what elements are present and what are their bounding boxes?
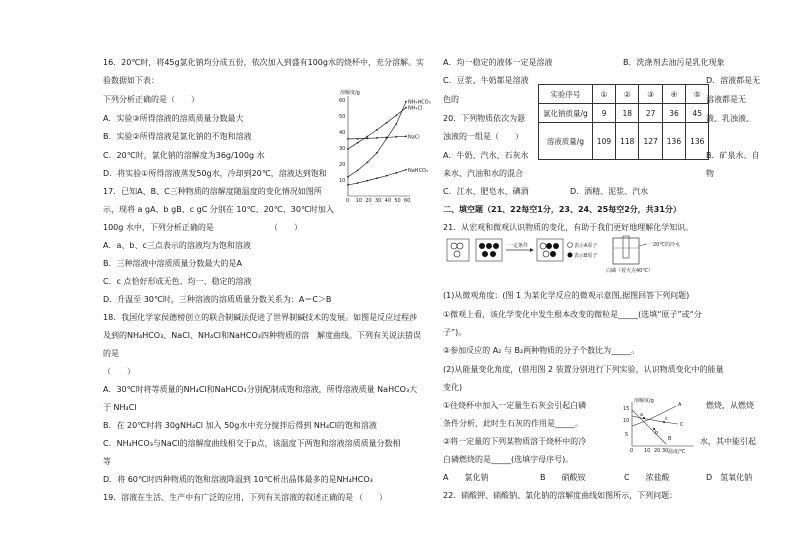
fig3-xtick: 20 — [654, 448, 661, 454]
chart-series-line — [348, 102, 406, 177]
q17-answer-paren: （ ） — [270, 223, 302, 232]
white-phosphorus-label: 白磷（着火点40℃） — [606, 268, 653, 274]
chart-data-point — [386, 175, 388, 177]
q18-option-b: B．在 20℃时将 30gNH₄Cl 加入 50g水中充分搅拌后得到 NH₄Cl的饱和溶液 — [103, 421, 377, 430]
q19-answer-paren: （ ） — [355, 493, 387, 502]
fig3-ylabel: 溶解度/g — [634, 398, 654, 404]
q19-stem: 19．溶液在生活、生产中有广泛的应用，下列有关溶液的叙述正确的是 — [103, 493, 354, 502]
table-row-label: 溶液质量/g — [539, 123, 593, 160]
q16-option-d: D．将实验①所得溶液蒸发50g水，冷却到20℃，溶液达到饱和 — [103, 169, 327, 178]
q16-stem-line2: 验数据如下表： — [103, 76, 159, 85]
curve-label-a: A — [678, 402, 682, 408]
beaker-apparatus — [605, 234, 695, 276]
chart-series-line — [348, 108, 406, 149]
chart-x-tick-label: 20 — [365, 198, 372, 204]
reaction-diagram — [446, 238, 596, 268]
chart-ylabel: 溶解度/g — [340, 90, 360, 96]
cold-water-label: 一20℃的冷水 — [648, 242, 680, 248]
q17-option-b: B．三种溶液中溶质质量分数最大的是A — [103, 259, 242, 268]
fig3-xtick: 30 — [662, 448, 669, 454]
q21-option-d: D 氢氧化钠 — [706, 473, 753, 482]
chart-data-point — [405, 169, 407, 171]
table-cell: 136 — [662, 123, 685, 160]
q18-option-c-line2: 等 — [103, 457, 111, 466]
chart-x-tick-label: 50 — [394, 198, 401, 204]
fig3-xtick: 10 — [644, 448, 651, 454]
chart-y-tick-label: 60 — [339, 98, 346, 104]
table-header-cell: ④ — [662, 85, 685, 104]
q20-option-a-cont: 来水、汽油和水的混合 — [443, 169, 523, 178]
q18-stem-line2: 及到的NH₄HCO₃、NaCl、NH₄Cl和NaHCO₃四种物质的溶 解度曲线。下列有关说法错误 — [103, 331, 422, 340]
chart-data-point — [357, 182, 359, 184]
chart-data-point — [366, 180, 368, 182]
q20-option-c: C．江水、肥皂水、碘酒 — [443, 187, 529, 196]
table-header-cell: ① — [592, 85, 615, 104]
table-header-cell: ② — [616, 85, 639, 104]
q21-option-b: B 硝酸铵 — [540, 473, 586, 482]
chart-data-point — [386, 122, 388, 124]
chart-data-point — [347, 184, 349, 186]
q20-option-b: B．矿泉水、自 — [706, 151, 760, 160]
q18-stem-line3: 的是 — [103, 349, 119, 358]
q22-stem: 22．硝酸钾、硝酸钠、氯化钠的溶解度曲线如图所示，下列问题： — [443, 491, 678, 500]
q21-stem: 21．从宏观和微观认识物质的变化，有助于我们更好地理解化学知识。 — [443, 223, 694, 232]
chart-data-point — [366, 138, 368, 140]
q17-option-a: A．a、b、c三点表示的溶液均为饱和溶液 — [103, 241, 251, 250]
q16-stem-line1: 16．20℃时，将45g氯化钠均分成五份，依次加入到盛有100g水的烧杯中，充分溶解。实 — [103, 58, 424, 67]
table-header-cell: 实验序号 — [539, 85, 593, 104]
chart-data-point — [376, 177, 378, 179]
q21-part2-q2-right: 水，其中能引起 — [700, 437, 756, 446]
chart-data-point — [347, 148, 349, 150]
chart-data-point — [405, 135, 407, 137]
q18-option-a-line1: A．30℃时将等质量的NH₄Cl和NaHCO₃分别配制成饱和溶液，所得溶液质量 NaHCO₃大 — [103, 385, 418, 394]
chart-x-tick-label: 10 — [355, 198, 363, 204]
q21-part2-q1-right: 燃烧，从燃烧 — [706, 401, 754, 410]
point-label-c: c — [665, 416, 668, 422]
chart-data-point — [395, 172, 397, 174]
table-row — [539, 104, 709, 123]
chart-data-point — [395, 136, 397, 138]
chart-data-point — [395, 123, 397, 125]
solubility-chart — [334, 86, 431, 206]
chart-data-point — [376, 137, 378, 139]
chart-y-tick-label: 10 — [339, 178, 346, 184]
fig3-ytick: 10 — [623, 418, 630, 424]
fig3-ytick: 5 — [625, 432, 629, 438]
q17-option-d: D．升温至 30℃时，三种溶液的溶质质量分数关系为：A＝C＞B — [103, 295, 332, 304]
q21-part1-q2: ②参加反应的 A₂ 与 B₂两种物质的分子个数比为_____。 — [443, 346, 640, 355]
q21-part2-q2-line2: 白磷燃烧的是_____(选填字母序号)。 — [443, 455, 574, 464]
q16-option-a: A．实验③所得溶液的溶质质量分数最大 — [103, 114, 244, 123]
fig3-xlabel: 温度/℃ — [668, 449, 686, 455]
point-label-a: a — [640, 412, 644, 418]
small-solubility-chart — [620, 396, 698, 454]
q17-stem-line2: 示，现将 a gA、b gB、c gC 分别在 10℃、20℃、30℃时加入 — [103, 205, 334, 214]
q21-part2-line1: (2)从能量变化角度，(借用图 2 装置分别进行下列实验，认识物质变化中的能量 — [443, 365, 724, 374]
chart-series-label: NaCl — [408, 134, 420, 141]
chart-data-point — [386, 137, 388, 139]
chart-data-point — [357, 170, 359, 172]
q16-question: 下列分析正确的是（ ） — [103, 95, 199, 104]
table-header-cell: ⑤ — [686, 85, 709, 104]
q19-option-b: B．洗涤剂去油污是乳化现象 — [623, 58, 725, 67]
q20-stem-line2: 浊液的一组是（ ） — [443, 132, 523, 141]
curve-label-c: C — [680, 422, 684, 428]
q20-option-a: A．牛奶、汽水、石灰水 — [443, 151, 529, 160]
q21-part2-line2: 变化) — [443, 383, 463, 392]
q19-option-c: C．豆浆、牛奶都是溶液 — [443, 76, 529, 85]
chart-series-label: NaHCO₃ — [408, 167, 428, 174]
reaction-condition: 一定条件 — [508, 243, 529, 249]
table-cell: 127 — [639, 123, 662, 160]
q20-option-d: D．酒精、泥浆、汽水 — [570, 187, 649, 196]
table-row — [539, 123, 709, 160]
q19-option-a: A．均一稳定的液体一定是溶液 — [443, 58, 553, 67]
chart-data-point — [376, 129, 378, 131]
q21-part1-q1-line1: ①微观上看，该化学变化中发生根本改变的微粒是_____(选填“原子”或“分 — [443, 310, 702, 319]
chart-data-point — [357, 142, 359, 144]
chart-y-tick-label: 20 — [339, 162, 346, 168]
curve-c — [632, 410, 666, 444]
q20-stem-line1: 20．下列物质依次为悬 — [443, 114, 526, 123]
chart-plot-area — [339, 96, 431, 204]
q19-tail-left: 色的 — [443, 95, 459, 104]
q18-option-d: D．将 60℃时四种物质的饱和溶液降温到 10℃析出晶体最多的是NH₄HCO₃ — [103, 475, 373, 484]
table-header-cell: ③ — [639, 85, 662, 104]
q16-option-c: C．20℃时，氯化钠的溶解度为36g/100g 水 — [103, 151, 265, 160]
table-cell: 36 — [662, 104, 685, 123]
legend-b-atom: 表示B原子 — [574, 253, 598, 259]
table-cell: 45 — [686, 104, 709, 123]
legend-a-atom: 表示A原子 — [574, 243, 598, 249]
table-cell: 109 — [592, 123, 615, 160]
chart-x-tick-label: 40 — [384, 198, 392, 204]
table-cell: 118 — [616, 123, 639, 160]
chart-data-point — [376, 152, 378, 154]
chart-series-label: NH₄HCO₃ — [408, 99, 431, 106]
experiment-table — [538, 84, 709, 160]
q19-tail-right: 溶液都是无 — [706, 95, 746, 104]
table-cell: 9 — [592, 104, 615, 123]
chart-data-point — [357, 138, 359, 140]
table-header-row — [539, 85, 709, 104]
chart-y-tick-label: 30 — [339, 146, 346, 152]
chart-series-label: NH₄Cl — [408, 105, 423, 112]
q20-side-text-2: 物 — [706, 169, 714, 178]
table-row-label: 氯化钠质量/g — [539, 104, 593, 123]
q18-option-c-line1: C．NH₄HCO₃与NaCl的溶解度曲线相交于p点，该温度下两饱和溶液溶质质量分数相 — [103, 439, 401, 448]
q20-side-text: 液、乳浊液、 — [706, 114, 754, 123]
chart-data-point — [347, 138, 349, 140]
q17-stem-line1: 17．已知A、B、C三种物质的溶解度随温度的变化情况如图所 — [103, 187, 322, 196]
chart-x-tick-label: 0 — [346, 198, 350, 204]
chart-data-point — [405, 101, 407, 103]
chart-x-tick-label: 60 — [404, 198, 411, 204]
q19-option-d: D．溶液都是无 — [706, 76, 761, 85]
fig3-xtick: 0 — [630, 448, 634, 454]
q18-answer-paren: （ ） — [103, 367, 135, 376]
chart-data-point — [405, 107, 407, 109]
chart-y-tick-label: 50 — [339, 114, 346, 120]
q17-option-c: C．c 点恰好形成无色、均一、稳定的溶液 — [103, 277, 252, 286]
q21-part1: (1)从微观角度：(图 1 为某化学反应的微观示意图,据图回答下列问题) — [443, 291, 690, 300]
chart-y-tick-label: 40 — [339, 130, 346, 136]
q16-option-b: B．实验②所得溶液是氯化钠的不饱和溶液 — [103, 132, 252, 141]
q21-part2-q1-line2: 条件分析，此时生石灰的作用是_____。 — [443, 419, 583, 428]
q21-part1-q1-line2: 子”)。 — [443, 328, 467, 337]
point-label-b: b — [655, 430, 659, 436]
chart-data-point — [366, 136, 368, 138]
table-cell: 18 — [616, 104, 639, 123]
section-heading: 二、填空题（21、22每空1分，23、24、25每空2分，共31分） — [443, 205, 681, 214]
q21-option-c: C 浓盐酸 — [624, 473, 670, 482]
chart-data-point — [347, 176, 349, 178]
table-cell: 136 — [686, 123, 709, 160]
chart-data-point — [395, 114, 397, 116]
table-cell: 27 — [639, 104, 662, 123]
q18-option-a-line2: 于 NH₄Cl — [103, 403, 137, 412]
q17-stem-line3: 100g 水中，下列分析正确的是 — [103, 223, 214, 232]
q21-part2-q1-line1: ①往烧杯中加入一定量生石灰会引起白磷 — [443, 401, 587, 410]
chart-data-point — [366, 162, 368, 164]
curve-label-b: B — [668, 436, 672, 442]
chart-x-tick-label: 30 — [375, 198, 382, 204]
q18-stem-line1: 18．我国化学家侯德榜创立的联合制碱法促进了世界制碱技术的发展。如图是反应过程涉 — [103, 313, 418, 322]
q21-option-a: A 氯化钠 — [443, 473, 489, 482]
q21-part2-q2-line1: ②将一定量的下列某物质溶于烧杯中的冷 — [443, 437, 587, 446]
fig3-ytick: 15 — [623, 406, 630, 412]
